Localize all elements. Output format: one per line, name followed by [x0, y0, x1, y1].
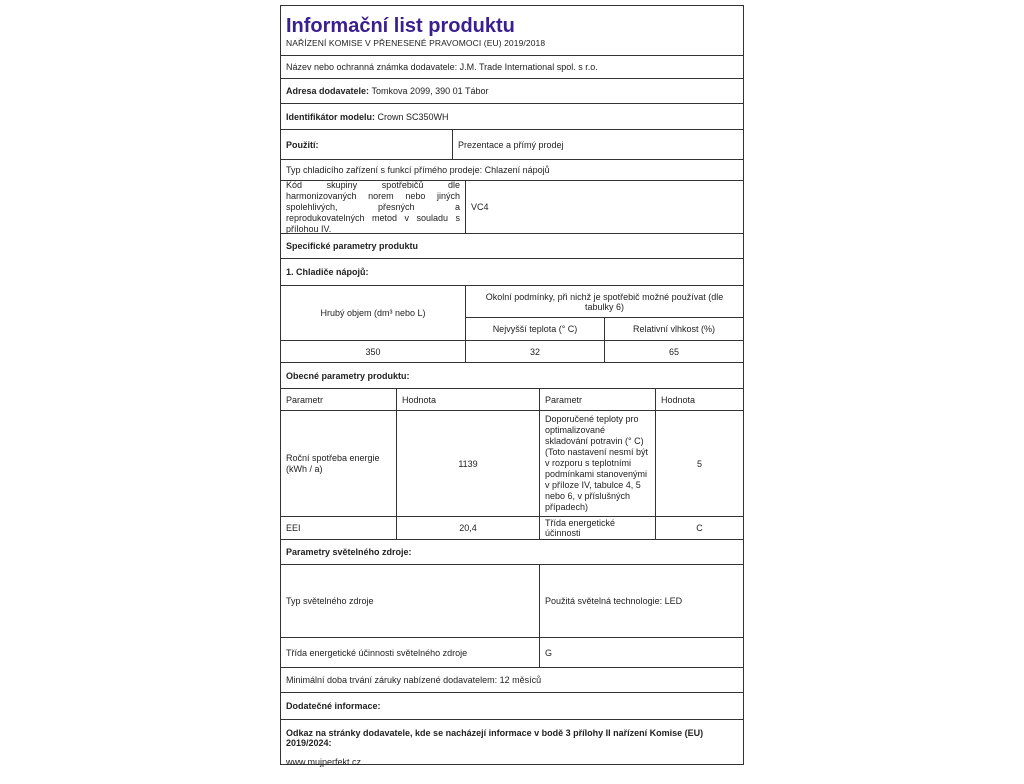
light-source-row — [281, 540, 743, 565]
warranty-label: Minimální doba trvání záruky nabízené dodavatelem: — [286, 675, 498, 685]
eei-value: 20,4 — [397, 517, 540, 539]
eei-row — [281, 517, 743, 540]
rel-humidity-value: 65 — [668, 346, 679, 357]
col-param-1: Parametr — [281, 389, 397, 410]
supplier-name-row — [281, 56, 743, 79]
warranty-value: 12 měsíců — [499, 675, 542, 685]
supplier-name-value: J.M. Trade International spol. s r.o. — [459, 62, 598, 72]
usage-label: Použití: — [281, 130, 453, 159]
additional-info-row — [281, 693, 743, 720]
energy-class-value: C — [696, 523, 703, 533]
rel-humidity-label: Relativní vlhkost (%) — [632, 324, 716, 334]
light-source-class-label: Třída energetické účinnosti světelného zdroje — [281, 638, 540, 667]
warranty-row — [281, 668, 743, 693]
category-code-value: VC4 — [471, 202, 489, 212]
light-source-label: Parametry světelného zdroje: — [286, 547, 412, 557]
gross-volume-label: Hrubý objem (dm³ nebo L) — [281, 286, 466, 340]
product-information-sheet — [280, 5, 744, 765]
light-technology-label: Použitá světelná technologie: — [545, 596, 663, 606]
supplier-address-row — [281, 79, 743, 104]
regulation-subtitle: NAŘÍZENÍ KOMISE V PŘENESENÉ PRAVOMOCI (EU) 2019/2018 — [286, 37, 546, 48]
max-temp-label: Nejvyšší teplota (° C) — [466, 318, 605, 340]
eei-label: EEI — [281, 517, 397, 539]
supplier-link-label: Odkaz na stránky dodavatele, kde se nacházejí informace v bodě 3 přílohy II nařízení Komise (EU) 2019/2024: — [286, 728, 704, 748]
appliance-type-value: Chlazení nápojů — [484, 165, 550, 175]
beverage-coolers-row — [281, 259, 743, 286]
usage-value: Prezentace a přímý prodej — [458, 139, 564, 150]
col-value-1: Hodnota — [397, 389, 540, 410]
light-source-type-label: Typ světelného zdroje — [281, 565, 540, 637]
beverage-values-row — [281, 341, 743, 363]
sheet-header — [281, 6, 743, 56]
page-title: Informační list produktu — [286, 14, 515, 37]
light-source-class-row — [281, 638, 743, 668]
model-identifier-value: Crown SC350WH — [377, 111, 449, 122]
specific-params-label: Specifické parametry produktu — [286, 241, 419, 251]
max-temp-value: 32 — [466, 341, 605, 362]
additional-info-label: Dodatečné informace: — [286, 701, 381, 711]
annual-energy-row — [281, 411, 743, 517]
general-params-header — [281, 389, 743, 411]
light-source-type-row — [281, 565, 743, 638]
category-code-label: Kód skupiny spotřebičů dle harmonizovaných norem nebo jiných spolehlivých, přesných a reprodukovatelných metod v souladu s přílohou IV. — [281, 181, 466, 233]
category-code-row — [281, 181, 743, 234]
annual-energy-label: Roční spotřeba energie (kWh / a) — [281, 411, 397, 516]
specific-params-row — [281, 234, 743, 259]
supplier-address-value: Tomkova 2099, 390 01 Tábor — [371, 86, 489, 96]
ambient-conditions-label: Okolní podmínky, při nichž je spotřebič možné používat (dle tabulky 6) — [466, 286, 743, 318]
annual-energy-value: 1139 — [397, 411, 540, 516]
beverage-table-header — [281, 286, 743, 341]
appliance-type-label: Typ chladicího zařízení s funkcí přímého prodeje: — [286, 165, 483, 175]
usage-row — [281, 130, 743, 160]
recommended-temp-label: Doporučené teploty pro optimalizované skladování potravin (° C) (Toto nastavení nesmí být v rozporu s teplotními podmínkami stanovenými v příloze IV, tabulce 4, 5 nebo 6, v příslušných případech) — [540, 411, 656, 516]
col-value-2: Hodnota — [661, 394, 696, 405]
supplier-website-link[interactable]: www.mujperfekt.cz — [286, 757, 362, 767]
col-param-2: Parametr — [540, 389, 656, 410]
gross-volume-value: 350 — [281, 341, 466, 362]
general-params-label: Obecné parametry produktu: — [286, 370, 410, 381]
beverage-coolers-label: 1. Chladiče nápojů: — [286, 267, 369, 277]
recommended-temp-value: 5 — [696, 458, 702, 469]
appliance-type-row — [281, 160, 743, 181]
model-identifier-label: Identifikátor modelu: — [286, 111, 376, 122]
light-technology-value: LED — [664, 596, 683, 606]
general-params-row — [281, 363, 743, 389]
energy-class-label: Třída energetické účinnosti — [540, 517, 656, 539]
supplier-link-row — [281, 720, 743, 784]
supplier-address-label: Adresa dodavatele: — [286, 86, 370, 96]
light-source-class-value: G — [545, 647, 553, 658]
model-identifier-row — [281, 104, 743, 130]
supplier-name-label: Název nebo ochranná známka dodavatele: — [286, 62, 458, 72]
